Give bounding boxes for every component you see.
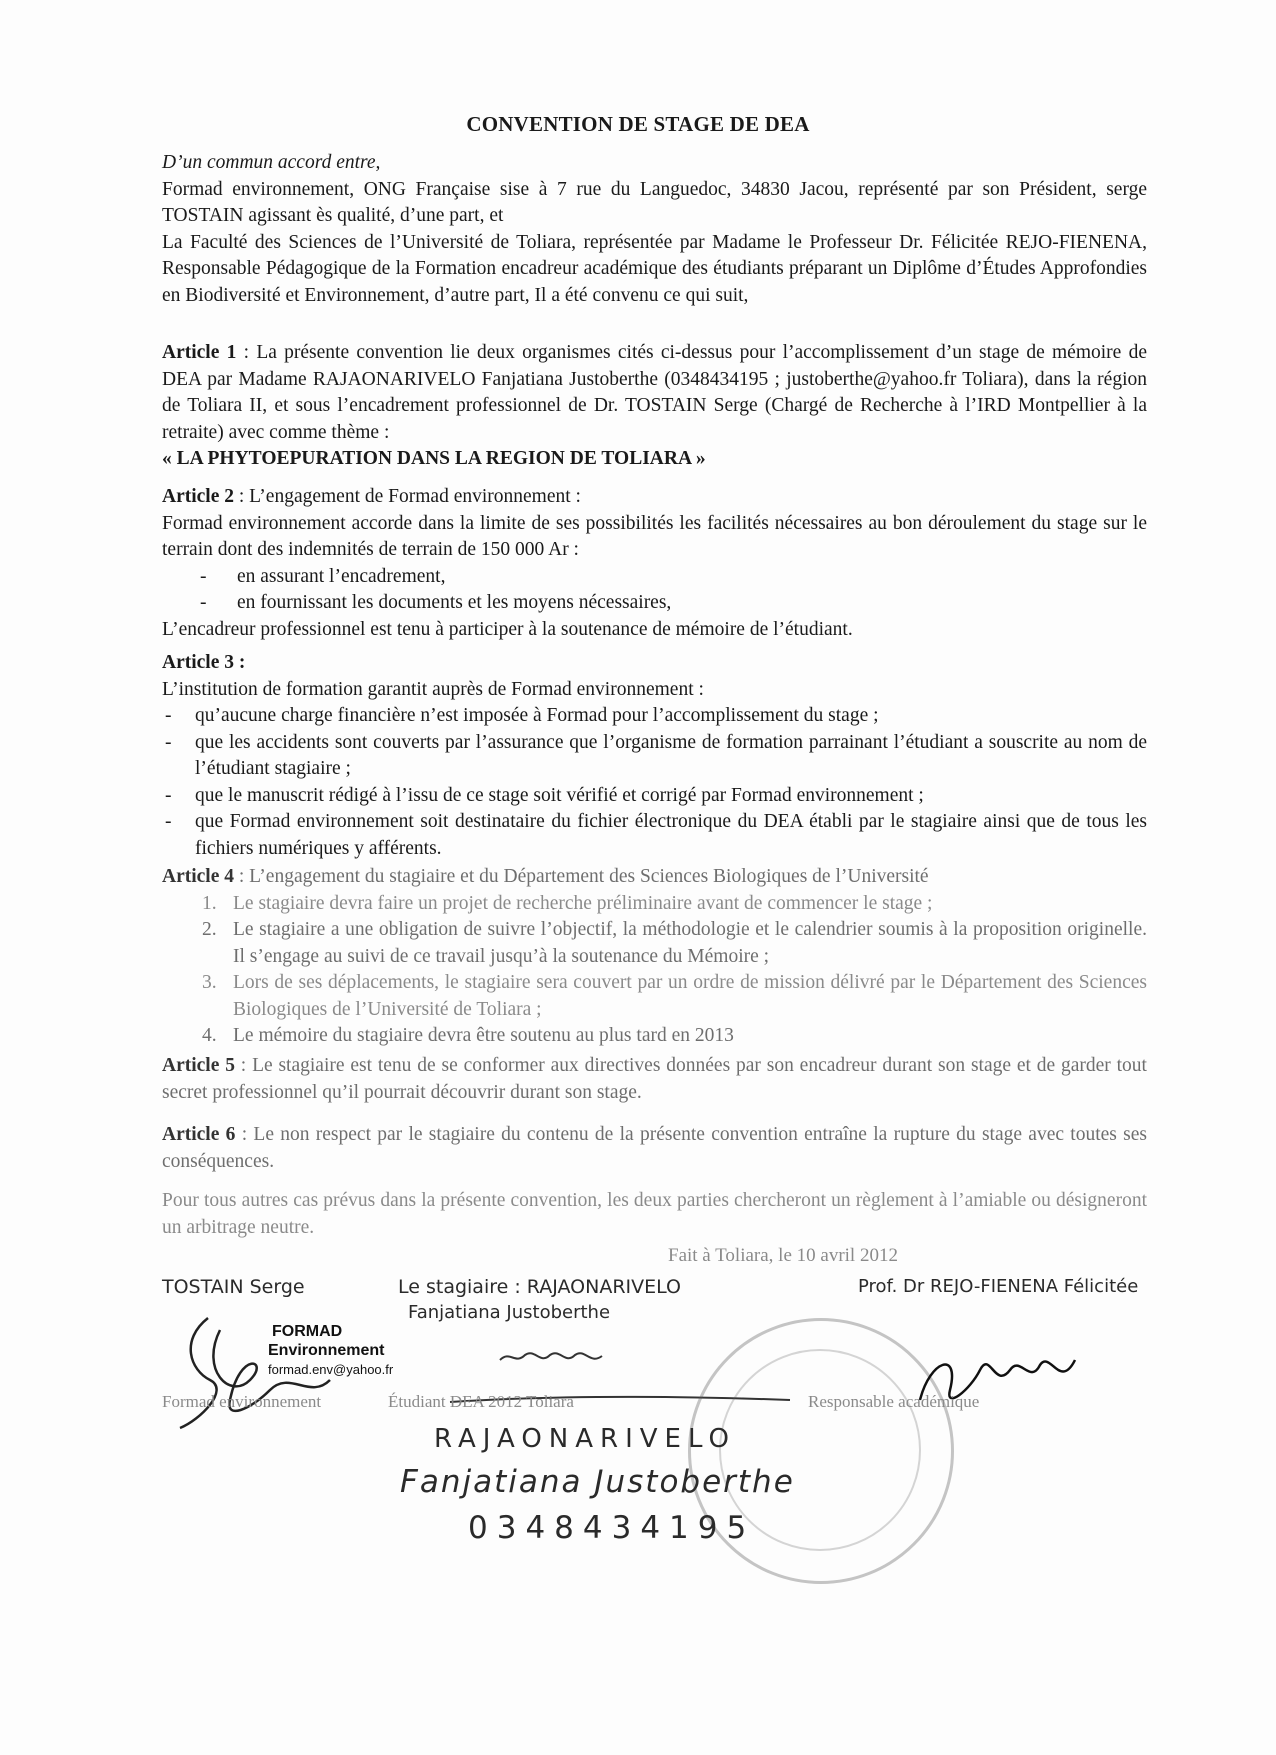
signatory-left-role: Formad environnement [162, 1392, 322, 1411]
article-6 [162, 1122, 1147, 1175]
article-4 [162, 864, 1147, 1050]
closing-clause [162, 1188, 1147, 1241]
list-item: 2. Le stagiaire a une obligation de suivre l’objectif, la méthodologie et le calendrier soumis à la proposition originelle. Il s’engage au suivi de ce travail jusqu’à la soutenance du Mémoire ; [202, 919, 1147, 967]
article-2-label: Article 2 [162, 486, 235, 507]
formad-stamp-line-1: FORMAD [272, 1323, 343, 1340]
list-item: - qu’aucune charge financière n’est imposée à Formad pour l’accomplissement du stage ; [162, 703, 1147, 730]
article-2-closing: L’encadreur professionnel est tenu à participer à la soutenance de mémoire de l’étudiant. [162, 618, 853, 640]
article-4-list [162, 891, 1147, 1050]
intro-party-faculty: La Faculté des Sciences de l’Université de Toliara, représentée par Madame le Professeur Dr. Félicitée REJO-FIENENA, Responsable Pédagogique de la Formation encadreur académique des étudiants préparant un Diplôme d’Études Approfondies en Biodiversité et Environnement, d’autre part, Il a été convenu ce qui suit, [162, 231, 1147, 306]
formad-stamp-line-2: Environnement [268, 1342, 385, 1359]
article-2-heading: : L’engagement de Formad environnement : [234, 486, 581, 507]
article-5-label: Article 5 [162, 1055, 235, 1076]
list-item: 4. Le mémoire du stagiaire devra être soutenu au plus tard en 2013 [202, 1025, 734, 1046]
article-3-intro: L’institution de formation garantit auprès de Formad environnement : [162, 678, 704, 700]
signature-tostain [160, 1310, 420, 1440]
article-5 [162, 1053, 1147, 1106]
article-2-list [162, 564, 1147, 617]
article-1-text: : La présente convention lie deux organismes cités ci-dessus pour l’accomplissement d’un stage de mémoire de DEA par Madame RAJAONARIVELO Fanjatiana Justoberthe (0348434195 ; justoberthe@yahoo.fr Toliara), dans la région de Toliara II, et sous l’encadrement professionnel de Dr. TOSTAIN Serge (Chargé de Recherche à l’IRD Montpellier à la retraite) avec comme thème : [162, 342, 1147, 443]
article-6-label: Article 6 [162, 1124, 236, 1145]
article-6-text: : Le non respect par le stagiaire du contenu de la présente convention entraîne la rupture du stage avec toutes ses conséquences. [162, 1124, 1147, 1172]
list-item: - en assurant l’encadrement, [162, 564, 1147, 591]
article-1-label: Article 1 [162, 342, 237, 363]
article-2 [162, 484, 1147, 643]
signatory-right-role: Responsable académique [808, 1392, 980, 1411]
article-5-text: : Le stagiaire est tenu de se conformer aux directives données par son encadreur durant son stage et de garder tout secret professionnel qu’il pourrait découvrir durant son stage. [162, 1055, 1147, 1103]
place-date: Fait à Toliara, le 10 avril 2012 [668, 1245, 898, 1266]
article-1-theme: « LA PHYTOEPURATION DANS LA REGION DE TOLIARA » [162, 448, 706, 469]
document-title: CONVENTION DE STAGE DE DEA [466, 112, 810, 136]
signatory-middle-label: Le stagiaire : RAJAONARIVELO [398, 1276, 681, 1298]
list-item: 3. Lors de ses déplacements, le stagiaire sera couvert par un ordre de mission délivré par le Département des Sciences Biologiques de l’Université de Toliara ; [202, 972, 1147, 1020]
article-4-heading: : L’engagement du stagiaire et du Département des Sciences Biologiques de l’Université [234, 866, 929, 887]
formad-stamp-line-3: formad.env@yahoo.fr [268, 1362, 394, 1377]
intro-line-1: D’un commun accord entre, [162, 152, 381, 173]
handwritten-phone: 0348434195 [468, 1510, 756, 1546]
signatory-middle-role: Étudiant DEA 2012 Toliara [388, 1392, 574, 1411]
intro-party-formad: Formad environnement, ONG Française sise à 7 rue du Languedoc, 34830 Jacou, représenté par son Président, serge TOSTAIN agissant ès qualité, d’une part, et [162, 178, 1147, 226]
signatory-middle-name: Fanjatiana Justoberthe [408, 1302, 611, 1323]
signatory-right-name: Prof. Dr REJO-FIENENA Félicitée [858, 1276, 1139, 1297]
article-3-label: Article 3 : [162, 652, 246, 673]
list-item: - que le manuscrit rédigé à l’issu de ce stage soit vérifié et corrigé par Formad environnement ; [162, 783, 1147, 810]
article-4-label: Article 4 [162, 866, 235, 887]
handwritten-firstnames: Fanjatiana Justoberthe [400, 1464, 795, 1500]
closing-text: Pour tous autres cas prévus dans la présente convention, les deux parties chercheront un règlement à l’amiable ou désigneront un arbitrage neutre. [162, 1190, 1147, 1238]
handwritten-surname: RAJAONARIVELO [434, 1424, 737, 1454]
article-1 [162, 340, 1147, 473]
list-item: - que les accidents sont couverts par l’assurance que l’organisme de formation parrainant l’étudiant a souscrite au nom de l’étudiant stagiaire ; [162, 730, 1147, 783]
signatory-left-name: TOSTAIN Serge [162, 1276, 305, 1298]
article-3 [162, 650, 1147, 862]
list-item: - que Formad environnement soit destinataire du fichier électronique du DEA établi par le stagiaire ainsi que de tous les fichiers numériques y afférents. [162, 809, 1147, 862]
article-3-list [162, 703, 1147, 862]
article-2-text: Formad environnement accorde dans la limite de ses possibilités les facilités nécessaires au bon déroulement du stage sur le terrain dont des indemnités de terrain de 150 000 Ar : [162, 512, 1147, 560]
intro-section [162, 150, 1147, 309]
list-item: 1. Le stagiaire devra faire un projet de recherche préliminaire avant de commencer le stage ; [202, 892, 933, 914]
list-item: - en fournissant les documents et les moyens nécessaires, [162, 590, 1147, 617]
